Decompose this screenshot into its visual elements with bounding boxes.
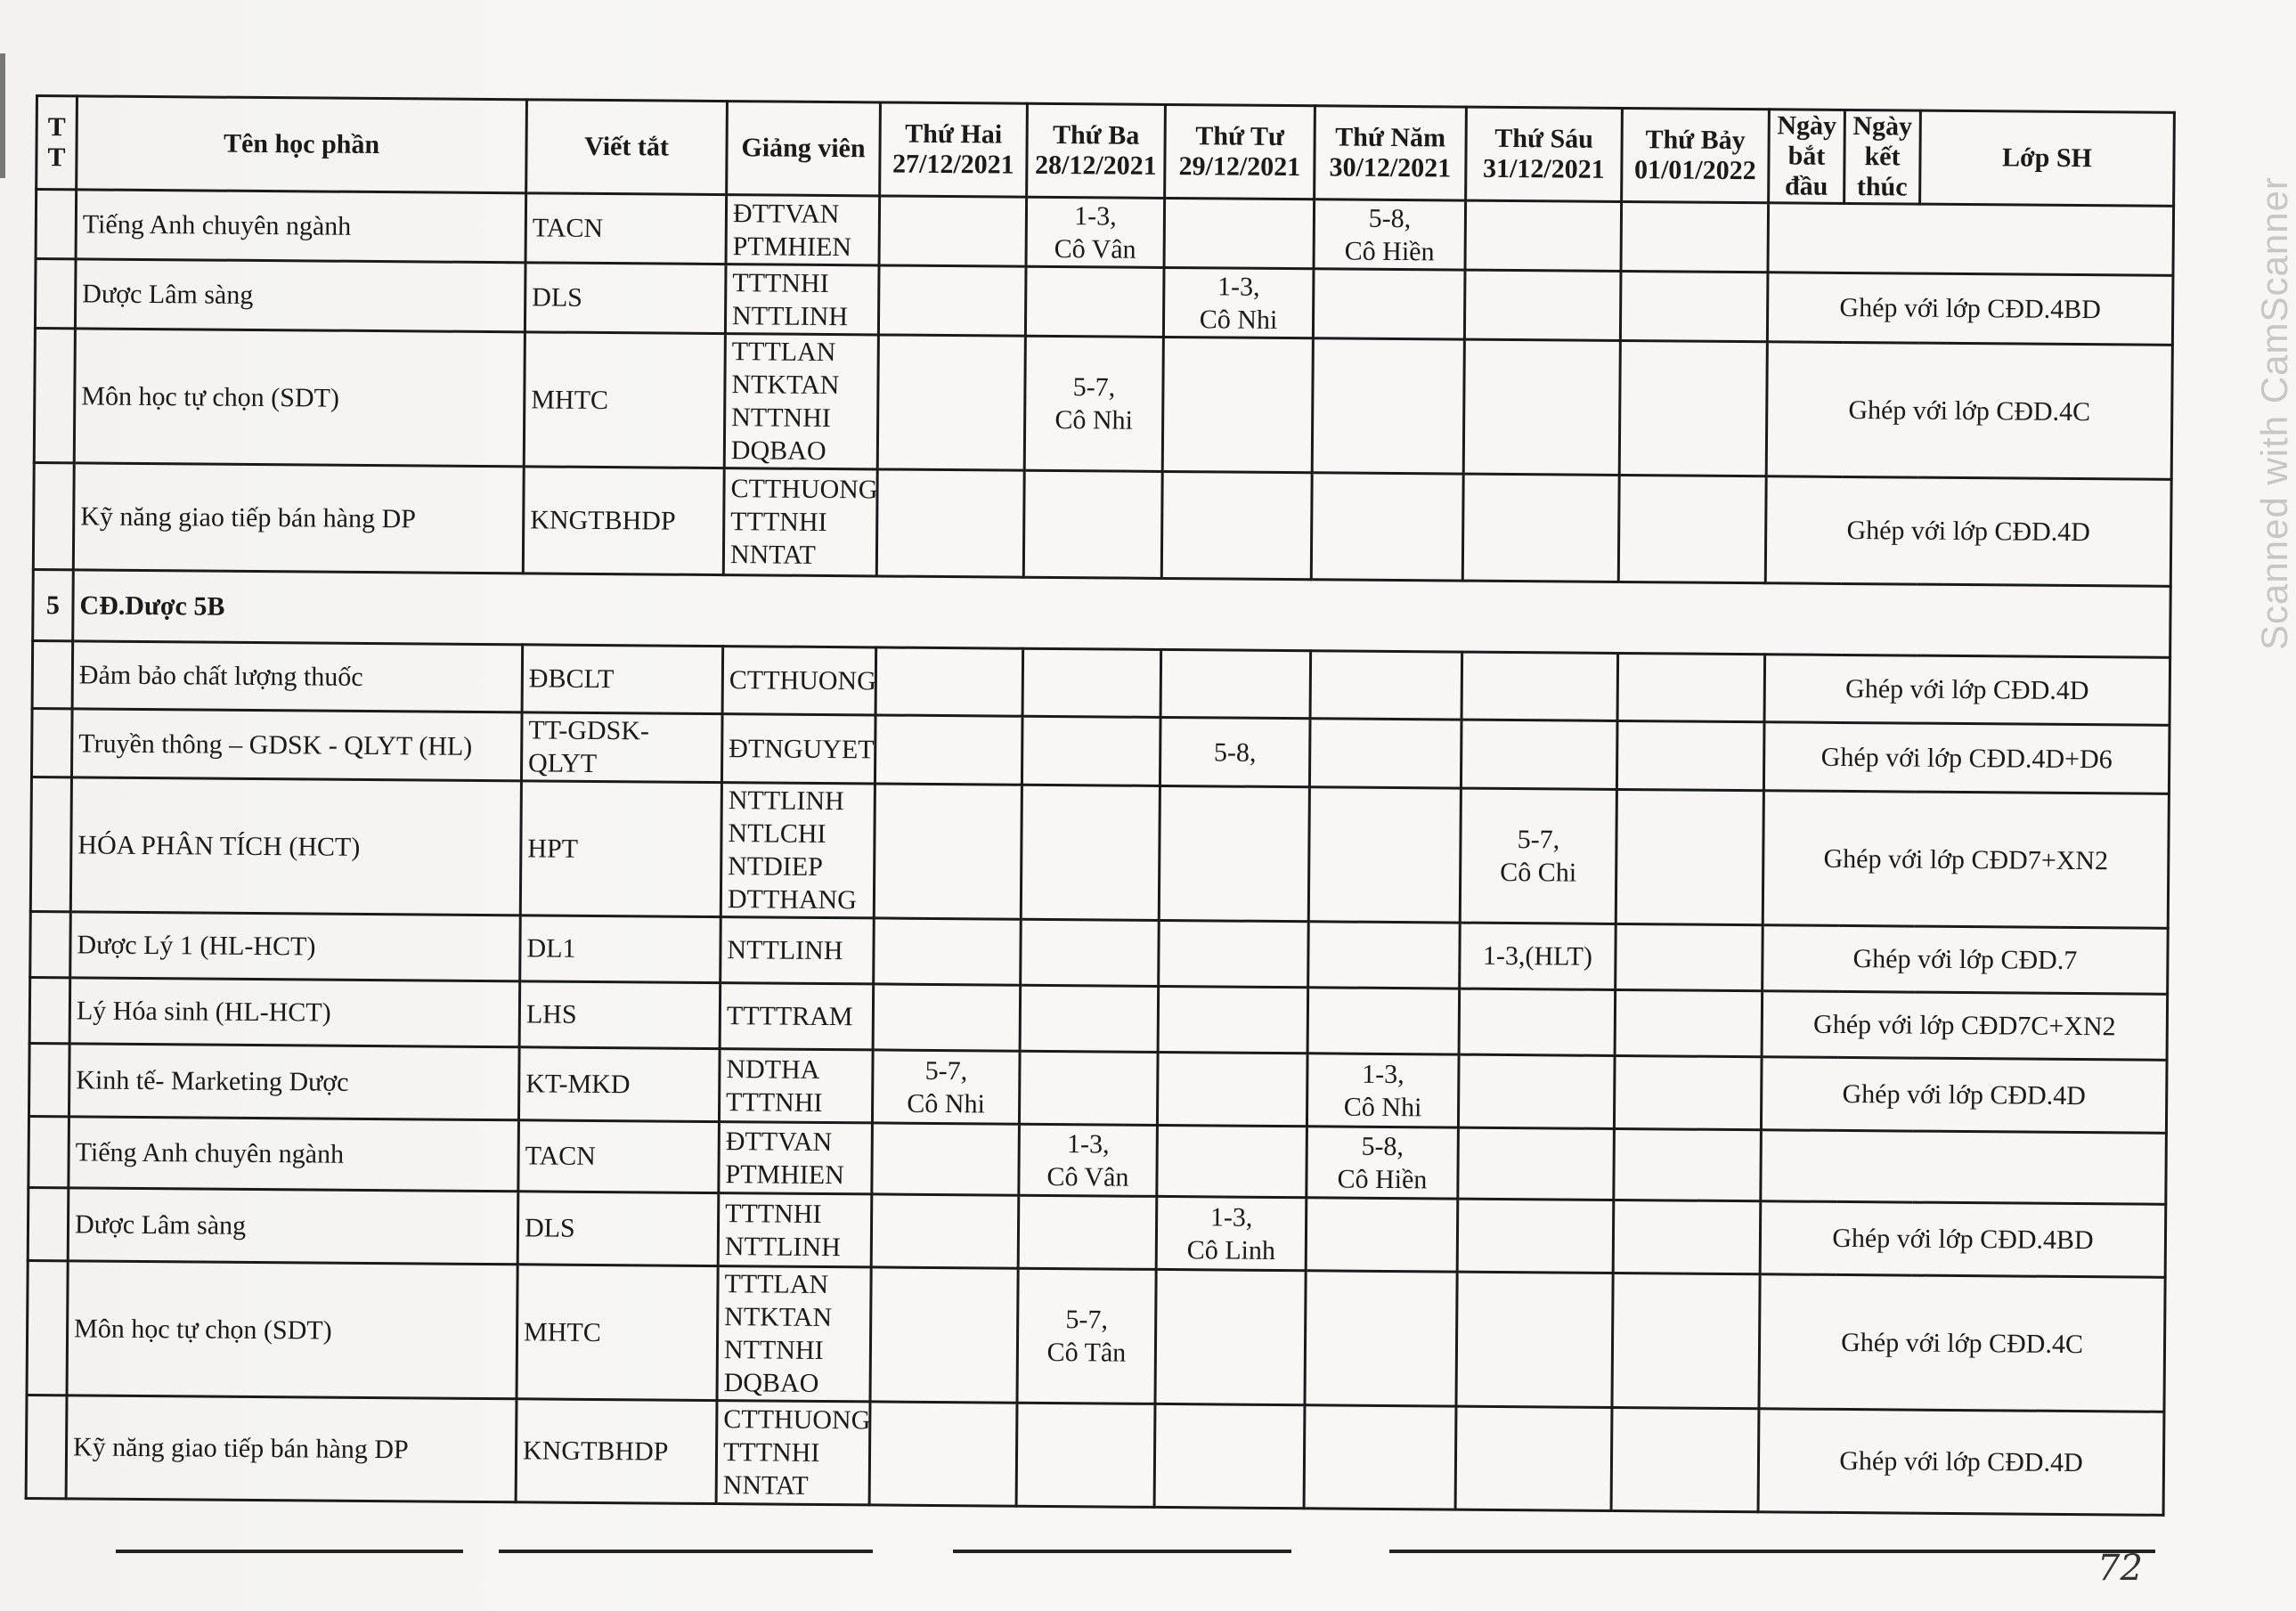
cell-tt <box>33 462 74 569</box>
cell-thu: 5-8, Cô Hiền <box>1314 199 1466 270</box>
cell-fri <box>1464 270 1621 340</box>
cell-tue <box>1018 1195 1157 1269</box>
camscanner-watermark: Scanned with CamScanner <box>2253 176 2295 650</box>
cell-mon <box>879 196 1027 266</box>
cell-wed: 1-3, Cô Linh <box>1156 1196 1307 1270</box>
cell-abbr: KNGTBHDP <box>523 467 724 575</box>
cell-lecturer: NTTLINH <box>721 917 875 984</box>
cell-mon <box>875 715 1022 785</box>
cell-mon <box>870 1267 1018 1403</box>
cell-fri <box>1457 1199 1614 1273</box>
schedule-table <box>25 94 2176 1517</box>
cell-fri <box>1459 989 1616 1055</box>
cell-sat <box>1614 1055 1762 1129</box>
cell-subject: Môn học tự chọn (SDT) <box>67 1261 517 1399</box>
page-signature: 72 <box>2097 1548 2143 1589</box>
cell-class: Ghép với lớp CĐD.4D <box>1764 655 2170 726</box>
header-row <box>37 96 2175 207</box>
cell-tt <box>31 708 72 777</box>
cell-fri <box>1463 339 1620 475</box>
cell-tue <box>1025 266 1164 337</box>
cell-subject: Kỹ năng giao tiếp bán hàng DP <box>73 463 524 574</box>
scan-edge-mark <box>0 53 5 178</box>
cell-subject: Dược Lâm sàng <box>68 1188 518 1265</box>
cell-wed <box>1159 785 1309 921</box>
schedule-body-b <box>26 640 2170 1515</box>
cell-wed <box>1159 920 1309 987</box>
cell-class <box>1768 203 2174 276</box>
cell-sat <box>1615 989 1763 1056</box>
cell-fri <box>1461 652 1618 720</box>
cell-lecturer: TTTLAN NTKTAN NTTNHI DQBAO <box>717 1266 871 1402</box>
cell-lecturer: TTTNHI NTTLINH <box>718 1193 872 1267</box>
cell-abbr: HPT <box>520 781 721 917</box>
cell-abbr: DLS <box>525 263 726 334</box>
cell-tue <box>1020 985 1159 1052</box>
cell-mon <box>875 647 1023 716</box>
cell-sat <box>1614 1128 1762 1200</box>
cell-mon <box>871 1194 1019 1268</box>
cell-tt <box>27 1260 68 1395</box>
cell-sat <box>1616 720 1764 790</box>
cell-abbr: KNGTBHDP <box>516 1399 717 1504</box>
cell-abbr: MHTC <box>524 332 725 468</box>
cell-lecturer: CTTHUONG TTTNHI NNTAT <box>723 468 877 576</box>
header-saturday: Thứ Bảy 01/01/2022 <box>1622 108 1770 202</box>
cell-class: Ghép với lớp CĐD.4C <box>1766 342 2172 480</box>
cell-mon <box>878 265 1026 336</box>
group-number: 5 <box>33 569 74 640</box>
cell-tt <box>28 1043 69 1116</box>
cell-thu <box>1307 988 1460 1054</box>
cell-mon <box>873 984 1021 1051</box>
cell-tt <box>28 1116 69 1187</box>
cell-tue: 5-7, Cô Tân <box>1017 1268 1156 1404</box>
cell-abbr: TACN <box>518 1120 720 1193</box>
cell-fri <box>1455 1406 1612 1510</box>
cell-tue <box>1016 1403 1155 1507</box>
table-row <box>26 1395 2164 1515</box>
header-friday: Thứ Sáu 31/12/2021 <box>1466 107 1623 201</box>
cell-tt <box>26 1395 67 1498</box>
cell-wed: 5-8, <box>1160 717 1310 786</box>
cell-lecturer: ĐTTVAN PTMHIEN <box>719 1122 873 1194</box>
cell-tue <box>1022 716 1160 785</box>
cell-abbr: DLS <box>517 1192 719 1266</box>
cell-sat <box>1612 1273 1760 1408</box>
cell-tue <box>1021 785 1160 920</box>
cell-class: Ghép với lớp CĐD.4D <box>1758 1409 2164 1516</box>
cell-wed <box>1155 1269 1306 1404</box>
cell-tue <box>1022 648 1161 717</box>
cell-tt <box>29 977 70 1043</box>
cell-class: Ghép với lớp CĐD.4BD <box>1767 273 2173 346</box>
cell-tt <box>36 190 77 259</box>
cell-lecturer: TTTLAN NTKTAN NTTNHI DQBAO <box>724 334 878 469</box>
cell-subject: Dược Lý 1 (HL-HCT) <box>70 912 521 981</box>
header-end-date: Ngày kết thúc <box>1844 110 1921 204</box>
cell-subject: Truyền thông – GDSK - QLYT (HL) <box>71 709 522 781</box>
cell-tt <box>32 640 73 708</box>
cell-subject: Môn học tự chọn (SDT) <box>74 329 525 467</box>
schedule-body-a <box>33 190 2173 587</box>
cell-wed <box>1157 1125 1307 1197</box>
table-row <box>33 462 2171 586</box>
cell-mon <box>874 918 1022 985</box>
cell-mon: 5-7, Cô Nhi <box>872 1050 1020 1124</box>
cell-thu <box>1304 1405 1456 1509</box>
cell-mon <box>872 1123 1020 1195</box>
header-abbr: Viết tắt <box>526 100 728 195</box>
cell-fri <box>1458 1054 1615 1128</box>
cell-sat <box>1611 1407 1759 1511</box>
cell-thu <box>1308 787 1461 923</box>
cell-fri: 1-3,(HLT) <box>1460 923 1616 989</box>
cell-thu <box>1312 338 1464 474</box>
header-wednesday: Thứ Tư 29/12/2021 <box>1165 104 1315 199</box>
table-row <box>30 777 2169 928</box>
cell-tt <box>30 911 71 977</box>
footer-rule <box>953 1550 1291 1553</box>
cell-wed <box>1164 198 1315 268</box>
cell-sat <box>1621 201 1769 272</box>
cell-sat <box>1619 340 1767 476</box>
cell-tue <box>1023 470 1162 578</box>
cell-fri <box>1461 720 1617 789</box>
cell-thu <box>1309 719 1461 788</box>
cell-wed <box>1157 1052 1307 1126</box>
cell-thu <box>1313 269 1465 339</box>
cell-class: Ghép với lớp CĐD.4C <box>1759 1274 2165 1412</box>
table-row <box>27 1260 2165 1412</box>
cell-class: Ghép với lớp CĐD.4BD <box>1760 1201 2166 1278</box>
header-monday: Thứ Hai 27/12/2021 <box>880 102 1028 197</box>
cell-mon <box>874 784 1022 919</box>
cell-class: Ghép với lớp CĐD.4D <box>1765 476 2171 587</box>
cell-fri <box>1458 1127 1615 1200</box>
cell-lecturer: CTTHUONG <box>722 647 876 715</box>
cell-fri: 5-7, Cô Chi <box>1460 788 1616 923</box>
cell-tue: 5-7, Cô Nhi <box>1024 336 1163 471</box>
cell-mon <box>869 1402 1017 1506</box>
cell-fri <box>1456 1272 1613 1407</box>
cell-fri <box>1465 200 1622 271</box>
header-lecturer: Giảng viên <box>727 102 881 196</box>
cell-class: Ghép với lớp CĐD.4D+D6 <box>1763 722 2170 794</box>
cell-tt <box>30 777 71 911</box>
cell-thu <box>1311 473 1463 581</box>
cell-abbr: KT-MKD <box>518 1047 720 1122</box>
cell-abbr: TACN <box>525 193 727 264</box>
cell-lecturer: NDTHA TTTNHI <box>719 1049 873 1123</box>
cell-sat <box>1617 653 1765 721</box>
cell-tue <box>1021 919 1160 986</box>
cell-lecturer: NTTLINH NTLCHI NTDIEP DTTHANG <box>721 783 875 918</box>
cell-lecturer: TTTNHI NTTLINH <box>725 264 879 335</box>
footer-rule <box>116 1550 463 1553</box>
cell-class: Ghép với lớp CĐD.7 <box>1763 925 2169 995</box>
cell-thu <box>1305 1271 1457 1406</box>
cell-abbr: MHTC <box>517 1265 718 1401</box>
header-start-date: Ngày bắt đầu <box>1769 110 1845 204</box>
cell-wed: 1-3, Cô Nhi <box>1163 267 1314 338</box>
cell-subject: Tiếng Anh chuyên ngành <box>69 1117 519 1192</box>
cell-subject: Tiếng Anh chuyên ngành <box>76 190 526 263</box>
cell-lecturer: TTTTRAM <box>720 983 874 1050</box>
cell-class <box>1761 1130 2167 1205</box>
cell-lecturer: ĐTNGUYET <box>721 714 875 784</box>
cell-thu <box>1306 1198 1458 1272</box>
cell-thu <box>1310 651 1462 720</box>
cell-sat <box>1618 475 1766 582</box>
cell-wed <box>1160 649 1311 718</box>
cell-tt <box>34 329 75 463</box>
cell-thu <box>1308 922 1461 989</box>
cell-fri <box>1462 474 1619 582</box>
cell-subject: Kinh tế- Marketing Dược <box>69 1044 519 1120</box>
footer-rule <box>499 1550 873 1553</box>
cell-thu: 5-8, Cô Hiền <box>1307 1127 1459 1199</box>
cell-abbr: TT-GDSK- QLYT <box>521 712 722 783</box>
header-class: Lớp SH <box>1920 110 2175 206</box>
footer-rule <box>1389 1550 2155 1553</box>
cell-tue <box>1019 1051 1158 1125</box>
cell-subject: Kỹ năng giao tiếp bán hàng DP <box>66 1395 517 1502</box>
cell-sat <box>1613 1200 1761 1273</box>
cell-abbr: LHS <box>519 981 721 1049</box>
header-thursday: Thứ Năm 30/12/2021 <box>1315 106 1467 200</box>
header-tt: T T <box>37 96 77 190</box>
cell-wed <box>1161 471 1312 579</box>
cell-subject: Dược Lâm sàng <box>75 259 525 332</box>
table-row <box>34 329 2172 480</box>
cell-subject: Lý Hóa sinh (HL-HCT) <box>69 978 520 1047</box>
cell-sat <box>1616 789 1763 924</box>
cell-wed <box>1158 986 1308 1053</box>
cell-sat <box>1616 923 1763 990</box>
cell-mon <box>877 335 1025 470</box>
cell-sat <box>1620 271 1768 341</box>
cell-lecturer: CTTHUONG TTTNHI NNTAT <box>716 1401 870 1505</box>
cell-wed <box>1162 337 1313 472</box>
cell-class: Ghép với lớp CĐD7+XN2 <box>1763 791 2169 929</box>
cell-wed <box>1154 1404 1305 1508</box>
group-name: CĐ.Dược 5B <box>73 570 2171 657</box>
cell-class: Ghép với lớp CĐD.4D <box>1761 1057 2167 1134</box>
cell-mon <box>876 469 1024 577</box>
cell-thu: 1-3, Cô Nhi <box>1307 1054 1459 1127</box>
header-subject: Tên học phần <box>77 96 527 193</box>
cell-abbr: ĐBCLT <box>522 645 723 714</box>
cell-tt <box>28 1187 69 1260</box>
cell-subject: HÓA PHÂN TÍCH (HCT) <box>70 777 521 915</box>
cell-lecturer: ĐTTVAN PTMHIEN <box>726 195 880 265</box>
cell-class: Ghép với lớp CĐD7C+XN2 <box>1762 991 2168 1061</box>
cell-tt <box>35 259 76 329</box>
cell-subject: Đảm bảo chất lượng thuốc <box>72 641 523 712</box>
cell-abbr: DL1 <box>520 915 721 983</box>
header-tuesday: Thứ Ba 28/12/2021 <box>1027 103 1166 198</box>
cell-tue: 1-3, Cô Vân <box>1026 197 1165 267</box>
cell-tue: 1-3, Cô Vân <box>1019 1124 1158 1196</box>
